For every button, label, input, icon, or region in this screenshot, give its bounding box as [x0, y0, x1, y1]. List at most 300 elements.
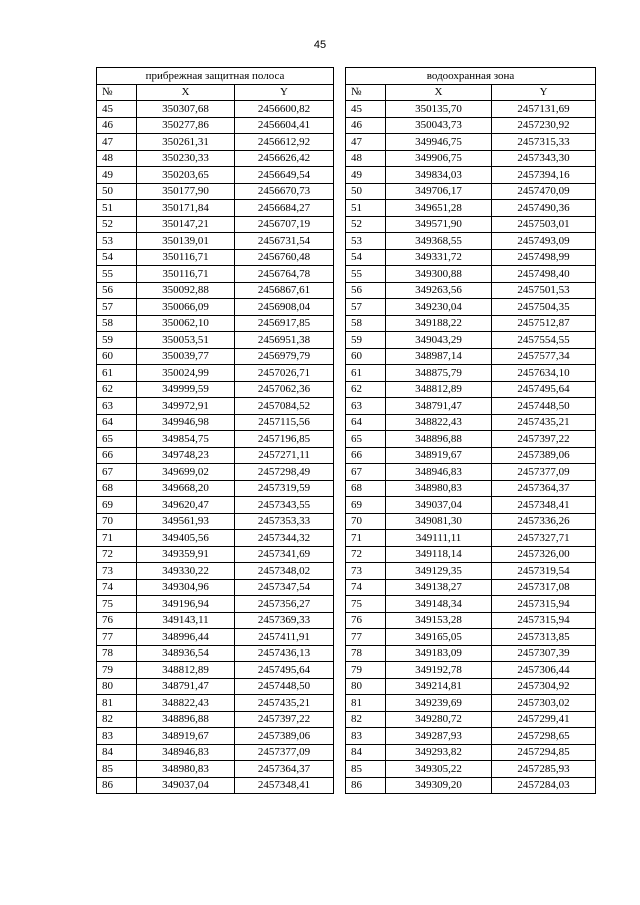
right-y-value: 2457315,94 [492, 596, 596, 613]
table-gap [334, 266, 346, 283]
left-point-number: 68 [97, 480, 137, 497]
table-gap [334, 711, 346, 728]
table-row [97, 579, 596, 596]
left-point-number: 73 [97, 563, 137, 580]
right-point-number: 47 [346, 134, 386, 151]
table-gap [334, 447, 346, 464]
right-point-number: 61 [346, 365, 386, 382]
left-point-number: 86 [97, 777, 137, 794]
left-point-number: 63 [97, 398, 137, 415]
right-y-value: 2457498,99 [492, 249, 596, 266]
table-gap [334, 348, 346, 365]
left-x-value: 349699,02 [137, 464, 235, 481]
right-col-y-header: Y [492, 84, 596, 101]
table-row [97, 629, 596, 646]
left-y-value: 2457448,50 [235, 678, 334, 695]
table-gap [334, 645, 346, 662]
right-point-number: 76 [346, 612, 386, 629]
table-row [97, 728, 596, 745]
left-point-number: 55 [97, 266, 137, 283]
right-y-value: 2457397,22 [492, 431, 596, 448]
right-y-value: 2457326,00 [492, 546, 596, 563]
left-y-value: 2456600,82 [235, 101, 334, 118]
left-point-number: 80 [97, 678, 137, 695]
right-y-value: 2457554,55 [492, 332, 596, 349]
left-point-number: 71 [97, 530, 137, 547]
right-point-number: 82 [346, 711, 386, 728]
table-row [97, 348, 596, 365]
right-point-number: 70 [346, 513, 386, 530]
left-y-value: 2456731,54 [235, 233, 334, 250]
table-row [97, 431, 596, 448]
table-row [97, 299, 596, 316]
left-y-value: 2457436,13 [235, 645, 334, 662]
right-y-value: 2457313,85 [492, 629, 596, 646]
left-x-value: 349999,59 [137, 381, 235, 398]
left-x-value: 349620,47 [137, 497, 235, 514]
left-point-number: 50 [97, 183, 137, 200]
table-row [97, 612, 596, 629]
right-point-number: 73 [346, 563, 386, 580]
table-gap [334, 315, 346, 332]
table-gap [334, 695, 346, 712]
left-point-number: 60 [97, 348, 137, 365]
left-x-value: 349561,93 [137, 513, 235, 530]
right-y-value: 2457435,21 [492, 414, 596, 431]
right-point-number: 81 [346, 695, 386, 712]
right-point-number: 65 [346, 431, 386, 448]
table-row [97, 497, 596, 514]
left-y-value: 2457271,11 [235, 447, 334, 464]
section-title-row [97, 68, 596, 85]
right-y-value: 2457131,69 [492, 101, 596, 118]
right-col-x-header: X [386, 84, 492, 101]
right-point-number: 83 [346, 728, 386, 745]
right-x-value: 349287,93 [386, 728, 492, 745]
left-y-value: 2457495,64 [235, 662, 334, 679]
right-y-value: 2457303,02 [492, 695, 596, 712]
left-x-value: 348946,83 [137, 744, 235, 761]
left-point-number: 82 [97, 711, 137, 728]
right-x-value: 349153,28 [386, 612, 492, 629]
right-point-number: 64 [346, 414, 386, 431]
left-y-value: 2457026,71 [235, 365, 334, 382]
table-gap [334, 200, 346, 217]
coordinates-table [96, 67, 596, 794]
right-point-number: 53 [346, 233, 386, 250]
table-gap [334, 530, 346, 547]
right-y-value: 2457348,41 [492, 497, 596, 514]
table-row [97, 101, 596, 118]
table-row [97, 332, 596, 349]
right-point-number: 84 [346, 744, 386, 761]
table-row [97, 711, 596, 728]
right-col-num-header: № [346, 84, 386, 101]
left-point-number: 74 [97, 579, 137, 596]
table-gap [334, 101, 346, 118]
table-gap [334, 233, 346, 250]
right-point-number: 68 [346, 480, 386, 497]
table-gap [334, 761, 346, 778]
right-point-number: 69 [346, 497, 386, 514]
right-x-value: 349571,90 [386, 216, 492, 233]
right-y-value: 2457577,34 [492, 348, 596, 365]
table-gap [334, 662, 346, 679]
right-y-value: 2457307,39 [492, 645, 596, 662]
left-point-number: 66 [97, 447, 137, 464]
table-gap [334, 777, 346, 794]
right-x-value: 348919,67 [386, 447, 492, 464]
left-y-value: 2456604,41 [235, 117, 334, 134]
left-point-number: 72 [97, 546, 137, 563]
table-row [97, 398, 596, 415]
left-x-value: 349304,96 [137, 579, 235, 596]
table-row [97, 761, 596, 778]
left-point-number: 78 [97, 645, 137, 662]
table-gap [334, 117, 346, 134]
table-row [97, 266, 596, 283]
left-y-value: 2457353,33 [235, 513, 334, 530]
left-x-value: 350066,09 [137, 299, 235, 316]
table-row [97, 596, 596, 613]
right-x-value: 349280,72 [386, 711, 492, 728]
table-gap [334, 579, 346, 596]
right-x-value: 349037,04 [386, 497, 492, 514]
right-point-number: 80 [346, 678, 386, 695]
table-row [97, 183, 596, 200]
left-y-value: 2456908,04 [235, 299, 334, 316]
right-y-value: 2457298,65 [492, 728, 596, 745]
table-gap [334, 480, 346, 497]
right-y-value: 2457315,33 [492, 134, 596, 151]
left-y-value: 2457377,09 [235, 744, 334, 761]
left-y-value: 2456684,27 [235, 200, 334, 217]
right-y-value: 2457230,92 [492, 117, 596, 134]
right-y-value: 2457377,09 [492, 464, 596, 481]
left-x-value: 350024,99 [137, 365, 235, 382]
right-y-value: 2457504,35 [492, 299, 596, 316]
right-x-value: 349183,09 [386, 645, 492, 662]
table-gap [334, 728, 346, 745]
left-x-value: 350092,88 [137, 282, 235, 299]
left-y-value: 2457348,41 [235, 777, 334, 794]
right-point-number: 75 [346, 596, 386, 613]
table-gap [334, 68, 346, 85]
right-x-value: 348946,83 [386, 464, 492, 481]
left-y-value: 2456626,42 [235, 150, 334, 167]
right-y-value: 2457364,37 [492, 480, 596, 497]
table-row [97, 464, 596, 481]
left-point-number: 56 [97, 282, 137, 299]
table-gap [334, 546, 346, 563]
right-x-value: 349651,28 [386, 200, 492, 217]
right-point-number: 54 [346, 249, 386, 266]
left-x-value: 348980,83 [137, 761, 235, 778]
right-y-value: 2457634,10 [492, 365, 596, 382]
right-y-value: 2457319,54 [492, 563, 596, 580]
right-x-value: 349118,14 [386, 546, 492, 563]
right-x-value: 350135,70 [386, 101, 492, 118]
right-point-number: 85 [346, 761, 386, 778]
right-y-value: 2457495,64 [492, 381, 596, 398]
table-gap [334, 332, 346, 349]
right-y-value: 2457327,71 [492, 530, 596, 547]
right-x-value: 349946,75 [386, 134, 492, 151]
left-x-value: 348996,44 [137, 629, 235, 646]
right-y-value: 2457299,41 [492, 711, 596, 728]
table-row [97, 645, 596, 662]
right-point-number: 86 [346, 777, 386, 794]
right-x-value: 349263,56 [386, 282, 492, 299]
table-gap [334, 216, 346, 233]
left-point-number: 45 [97, 101, 137, 118]
right-x-value: 349834,03 [386, 167, 492, 184]
right-y-value: 2457493,09 [492, 233, 596, 250]
left-point-number: 57 [97, 299, 137, 316]
right-y-value: 2457503,01 [492, 216, 596, 233]
left-col-num-header: № [97, 84, 137, 101]
left-point-number: 64 [97, 414, 137, 431]
right-x-value: 349331,72 [386, 249, 492, 266]
left-point-number: 83 [97, 728, 137, 745]
column-header-row [97, 84, 596, 101]
right-y-value: 2457315,94 [492, 612, 596, 629]
left-x-value: 348919,67 [137, 728, 235, 745]
table-row [97, 447, 596, 464]
left-point-number: 69 [97, 497, 137, 514]
table-gap [334, 183, 346, 200]
left-y-value: 2457435,21 [235, 695, 334, 712]
table-row [97, 744, 596, 761]
right-y-value: 2457285,93 [492, 761, 596, 778]
right-x-value: 349138,27 [386, 579, 492, 596]
table-gap [334, 134, 346, 151]
right-x-value: 349214,81 [386, 678, 492, 695]
left-section-title: прибрежная защитная полоса [97, 68, 334, 85]
table-gap [334, 563, 346, 580]
table-row [97, 678, 596, 695]
table-row [97, 513, 596, 530]
left-x-value: 348791,47 [137, 678, 235, 695]
right-x-value: 349192,78 [386, 662, 492, 679]
left-y-value: 2456867,61 [235, 282, 334, 299]
table-gap [334, 414, 346, 431]
left-point-number: 49 [97, 167, 137, 184]
left-y-value: 2456979,79 [235, 348, 334, 365]
left-point-number: 62 [97, 381, 137, 398]
left-x-value: 348936,54 [137, 645, 235, 662]
right-x-value: 349906,75 [386, 150, 492, 167]
right-y-value: 2457448,50 [492, 398, 596, 415]
left-x-value: 349854,75 [137, 431, 235, 448]
table-row [97, 282, 596, 299]
right-point-number: 77 [346, 629, 386, 646]
right-x-value: 348896,88 [386, 431, 492, 448]
table-gap [334, 150, 346, 167]
right-x-value: 349706,17 [386, 183, 492, 200]
table-gap [334, 167, 346, 184]
right-point-number: 71 [346, 530, 386, 547]
right-point-number: 66 [346, 447, 386, 464]
right-y-value: 2457512,87 [492, 315, 596, 332]
left-y-value: 2456707,19 [235, 216, 334, 233]
left-y-value: 2457115,56 [235, 414, 334, 431]
table-gap [334, 431, 346, 448]
left-point-number: 48 [97, 150, 137, 167]
right-x-value: 349081,30 [386, 513, 492, 530]
right-y-value: 2457343,30 [492, 150, 596, 167]
table-gap [334, 629, 346, 646]
right-x-value: 349230,04 [386, 299, 492, 316]
table-row [97, 134, 596, 151]
right-y-value: 2457317,08 [492, 579, 596, 596]
right-y-value: 2457336,26 [492, 513, 596, 530]
left-y-value: 2457196,85 [235, 431, 334, 448]
right-y-value: 2457470,09 [492, 183, 596, 200]
table-row [97, 414, 596, 431]
left-x-value: 349143,11 [137, 612, 235, 629]
left-x-value: 350307,68 [137, 101, 235, 118]
right-x-value: 349368,55 [386, 233, 492, 250]
left-x-value: 349972,91 [137, 398, 235, 415]
left-x-value: 350139,01 [137, 233, 235, 250]
left-x-value: 350171,84 [137, 200, 235, 217]
left-y-value: 2457347,54 [235, 579, 334, 596]
left-point-number: 61 [97, 365, 137, 382]
right-x-value: 348812,89 [386, 381, 492, 398]
table-row [97, 150, 596, 167]
left-x-value: 350053,51 [137, 332, 235, 349]
left-y-value: 2456612,92 [235, 134, 334, 151]
right-point-number: 59 [346, 332, 386, 349]
left-point-number: 47 [97, 134, 137, 151]
table-row [97, 365, 596, 382]
left-y-value: 2457062,36 [235, 381, 334, 398]
left-x-value: 350230,33 [137, 150, 235, 167]
left-x-value: 349405,56 [137, 530, 235, 547]
right-x-value: 349239,69 [386, 695, 492, 712]
left-point-number: 84 [97, 744, 137, 761]
left-x-value: 350116,71 [137, 266, 235, 283]
left-y-value: 2457298,49 [235, 464, 334, 481]
left-x-value: 350116,71 [137, 249, 235, 266]
right-point-number: 45 [346, 101, 386, 118]
left-x-value: 349330,22 [137, 563, 235, 580]
left-x-value: 349196,94 [137, 596, 235, 613]
right-point-number: 55 [346, 266, 386, 283]
table-gap [334, 249, 346, 266]
left-point-number: 46 [97, 117, 137, 134]
right-x-value: 349293,82 [386, 744, 492, 761]
left-y-value: 2457397,22 [235, 711, 334, 728]
table-gap [334, 464, 346, 481]
right-point-number: 57 [346, 299, 386, 316]
table-gap [334, 282, 346, 299]
right-point-number: 50 [346, 183, 386, 200]
table-gap [334, 84, 346, 101]
left-x-value: 350147,21 [137, 216, 235, 233]
table-row [97, 480, 596, 497]
right-x-value: 349129,35 [386, 563, 492, 580]
right-x-value: 349148,34 [386, 596, 492, 613]
right-y-value: 2457304,92 [492, 678, 596, 695]
left-y-value: 2457356,27 [235, 596, 334, 613]
right-x-value: 349111,11 [386, 530, 492, 547]
left-x-value: 348822,43 [137, 695, 235, 712]
table-row [97, 117, 596, 134]
left-y-value: 2457364,37 [235, 761, 334, 778]
table-row [97, 216, 596, 233]
table-row [97, 563, 596, 580]
left-point-number: 65 [97, 431, 137, 448]
right-x-value: 348822,43 [386, 414, 492, 431]
right-x-value: 349300,88 [386, 266, 492, 283]
right-point-number: 48 [346, 150, 386, 167]
left-y-value: 2457369,33 [235, 612, 334, 629]
right-point-number: 46 [346, 117, 386, 134]
right-x-value: 349043,29 [386, 332, 492, 349]
right-y-value: 2457490,36 [492, 200, 596, 217]
table-gap [334, 612, 346, 629]
right-y-value: 2457394,16 [492, 167, 596, 184]
left-point-number: 76 [97, 612, 137, 629]
left-y-value: 2456764,78 [235, 266, 334, 283]
table-gap [334, 678, 346, 695]
right-point-number: 67 [346, 464, 386, 481]
right-y-value: 2457498,40 [492, 266, 596, 283]
left-x-value: 350261,31 [137, 134, 235, 151]
right-point-number: 79 [346, 662, 386, 679]
table-gap [334, 398, 346, 415]
right-y-value: 2457294,85 [492, 744, 596, 761]
left-x-value: 349359,91 [137, 546, 235, 563]
page-number: 45 [313, 39, 327, 51]
left-point-number: 77 [97, 629, 137, 646]
table-gap [334, 365, 346, 382]
left-point-number: 59 [97, 332, 137, 349]
left-point-number: 58 [97, 315, 137, 332]
table-row [97, 167, 596, 184]
left-x-value: 349037,04 [137, 777, 235, 794]
left-point-number: 51 [97, 200, 137, 217]
left-col-x-header: X [137, 84, 235, 101]
left-y-value: 2457341,69 [235, 546, 334, 563]
table-row [97, 777, 596, 794]
table-gap [334, 381, 346, 398]
right-x-value: 349309,20 [386, 777, 492, 794]
left-point-number: 52 [97, 216, 137, 233]
right-section-title: водоохранная зона [346, 68, 596, 85]
right-y-value: 2457501,53 [492, 282, 596, 299]
right-point-number: 63 [346, 398, 386, 415]
left-point-number: 79 [97, 662, 137, 679]
left-y-value: 2457084,52 [235, 398, 334, 415]
left-y-value: 2456760,48 [235, 249, 334, 266]
left-x-value: 348812,89 [137, 662, 235, 679]
table-row [97, 530, 596, 547]
left-x-value: 350039,77 [137, 348, 235, 365]
right-y-value: 2457284,03 [492, 777, 596, 794]
left-y-value: 2457343,55 [235, 497, 334, 514]
table-row [97, 662, 596, 679]
left-point-number: 85 [97, 761, 137, 778]
left-x-value: 348896,88 [137, 711, 235, 728]
left-y-value: 2457411,91 [235, 629, 334, 646]
left-y-value: 2457319,59 [235, 480, 334, 497]
left-point-number: 81 [97, 695, 137, 712]
right-x-value: 348875,79 [386, 365, 492, 382]
right-point-number: 51 [346, 200, 386, 217]
